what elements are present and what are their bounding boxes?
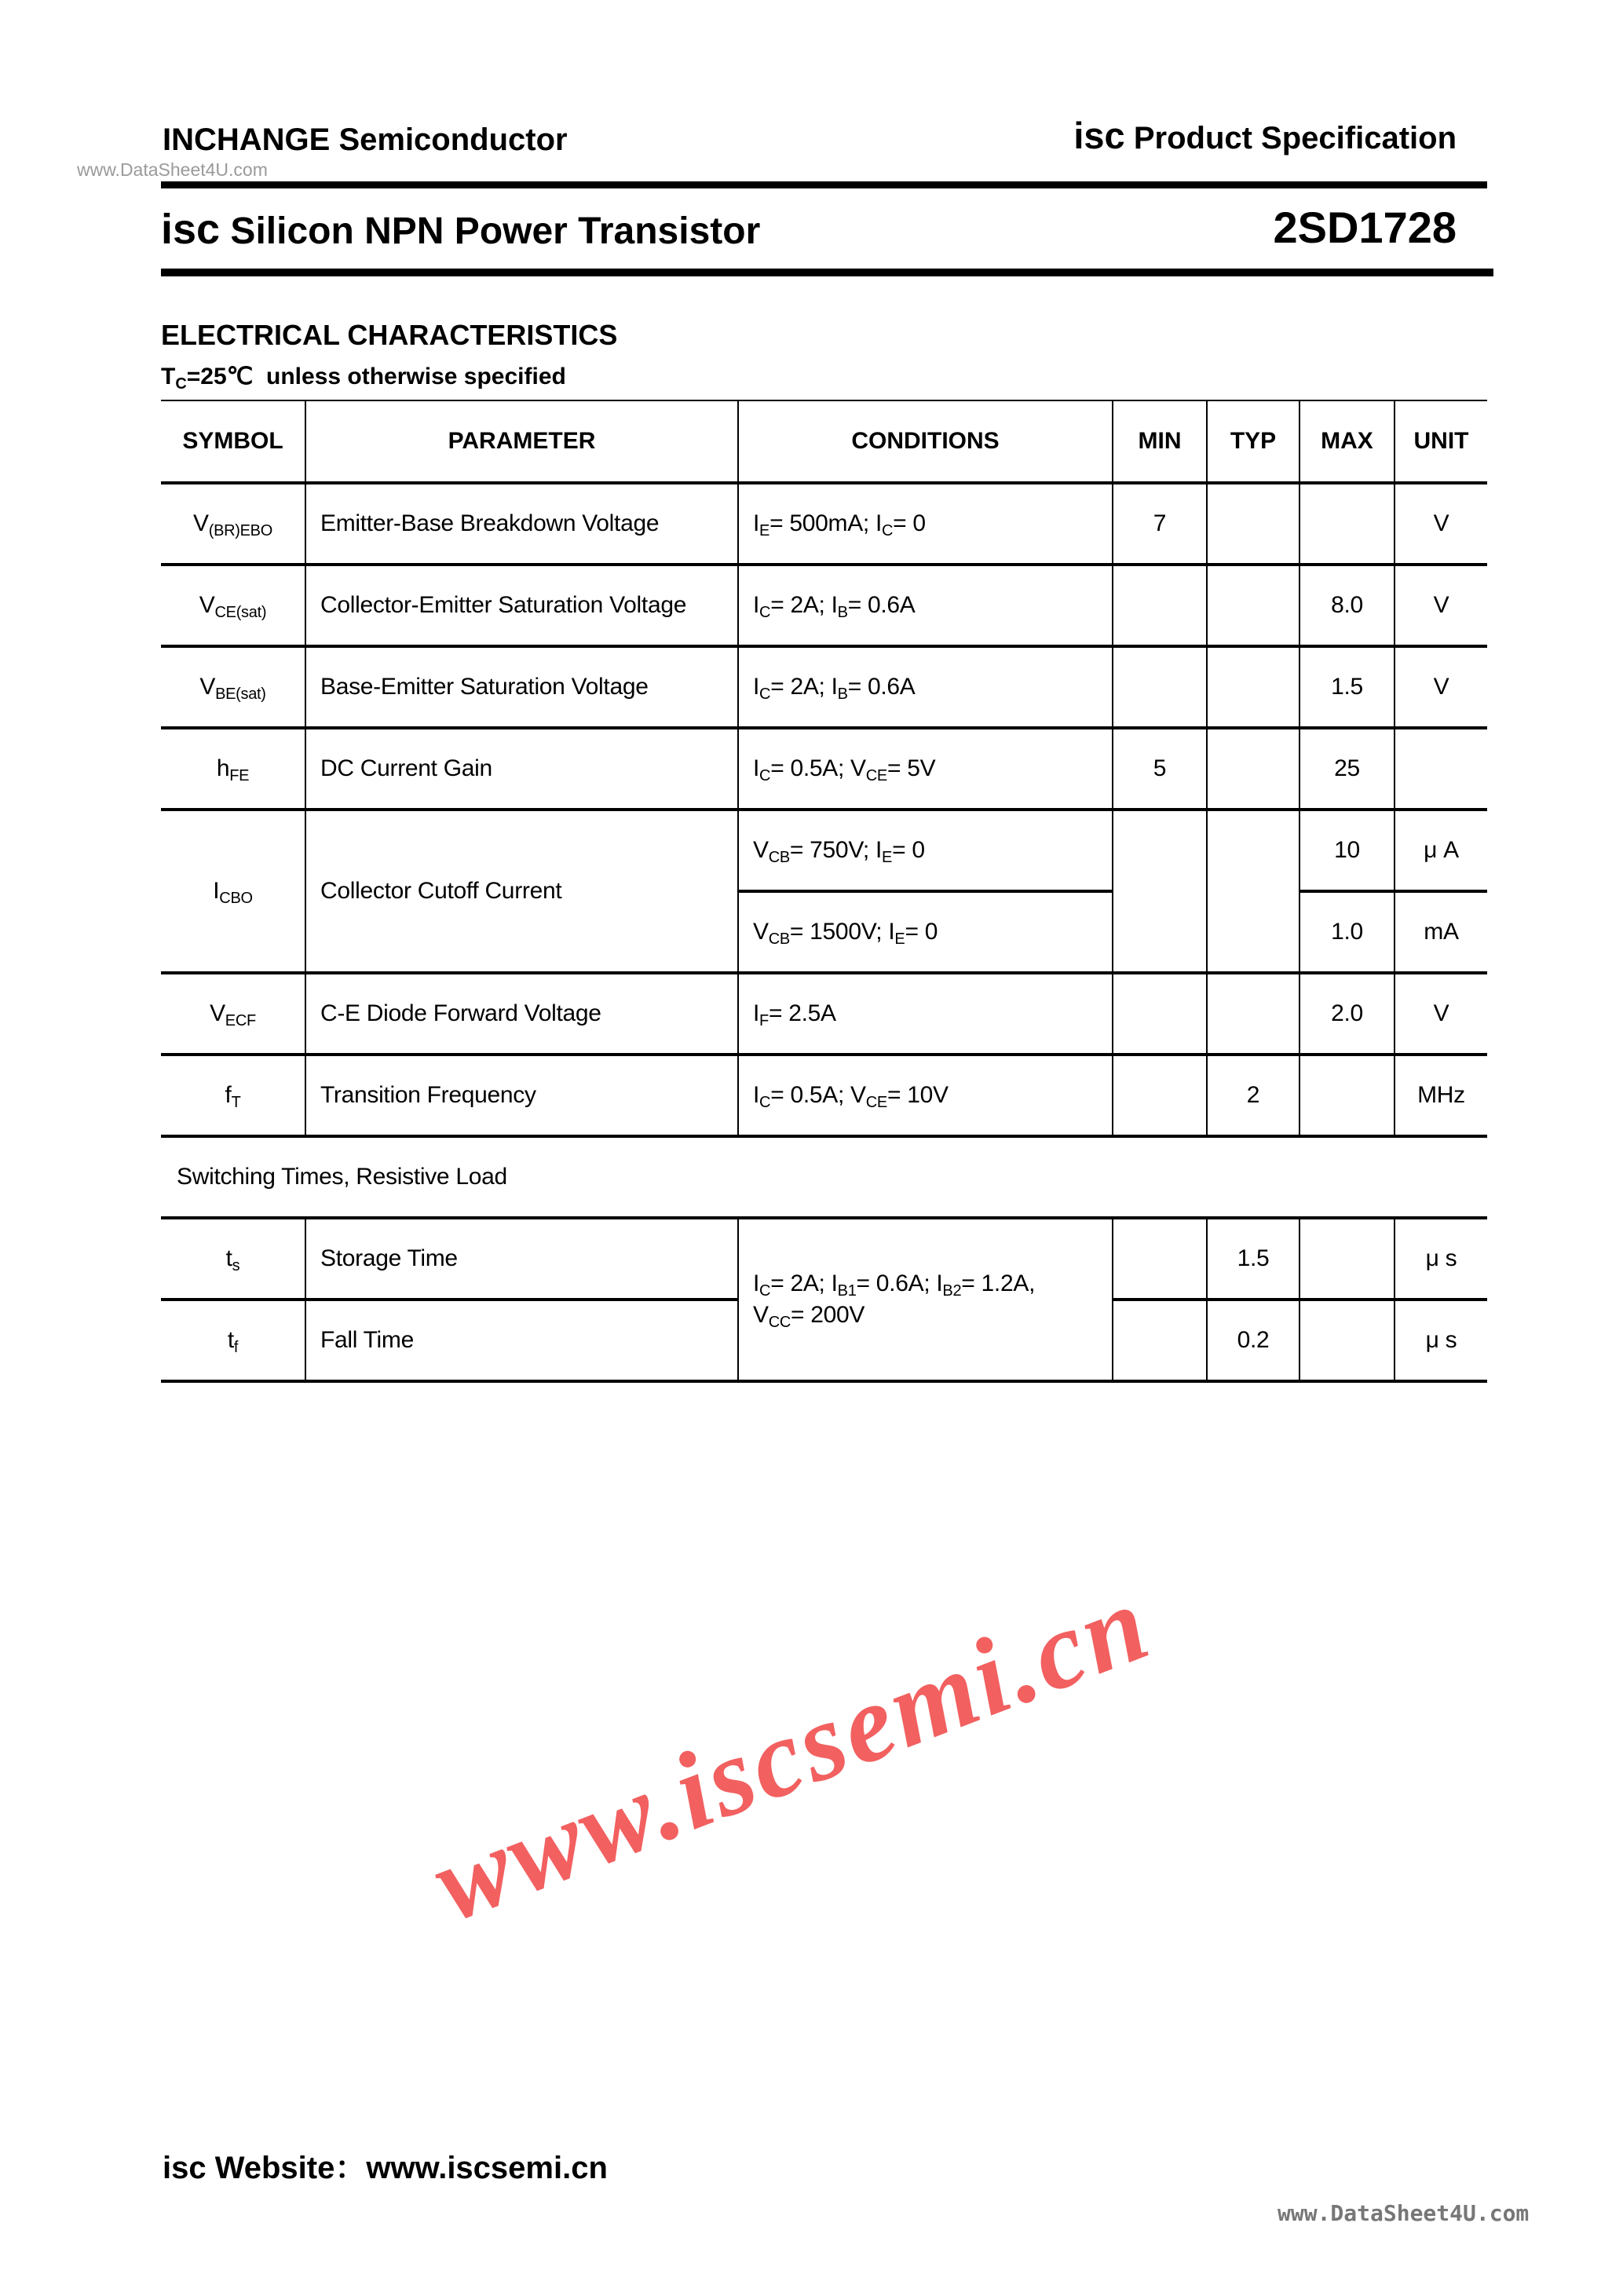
test-condition — [161, 363, 566, 391]
spec-text: Product Specification — [1133, 121, 1457, 155]
text-segment: = 0.6A; I — [856, 1270, 943, 1296]
text-segment: I — [753, 592, 760, 618]
symbol-cell — [161, 1218, 305, 1300]
text-segment: I — [753, 1270, 760, 1296]
subscript: CC — [768, 1314, 791, 1331]
parameter-cell: Fall Time — [305, 1300, 738, 1381]
conditions-cell — [738, 728, 1113, 810]
header-rule — [161, 181, 1487, 188]
symbol-cell — [161, 565, 305, 646]
subscript: E — [759, 522, 770, 539]
max-cell — [1299, 1055, 1395, 1136]
text-segment: V — [753, 837, 769, 863]
text-segment: = 2A; I — [770, 592, 838, 618]
table-row — [161, 646, 1487, 728]
min-cell — [1113, 1300, 1207, 1381]
text-segment: = 0 — [905, 919, 938, 945]
conditions-cell — [738, 973, 1113, 1055]
unit-cell: V — [1395, 565, 1487, 646]
text-segment: h — [216, 755, 230, 781]
typ-cell — [1207, 646, 1299, 728]
max-cell: 2.0 — [1299, 973, 1395, 1055]
text-segment: I — [213, 878, 220, 904]
text-segment: t — [227, 1327, 234, 1353]
text-segment: = 0.6A — [847, 592, 916, 618]
text-segment: I — [753, 755, 760, 781]
text-segment: V — [193, 510, 209, 536]
text-segment: V — [199, 592, 215, 618]
cond-sub: C — [175, 375, 187, 393]
column-header-typ: TYP — [1207, 400, 1299, 483]
subscript: CBO — [219, 890, 253, 907]
text-segment: = 2.5A — [768, 1000, 836, 1026]
text-segment: = 0.5A; V — [770, 755, 866, 781]
table-row — [161, 728, 1487, 810]
table-header-row — [161, 400, 1487, 483]
cond-rest: =25℃ unless otherwise specified — [186, 364, 566, 389]
text-segment: I — [753, 510, 760, 536]
max-cell — [1299, 483, 1395, 565]
subscript: B2 — [942, 1282, 962, 1300]
symbol-cell — [161, 483, 305, 565]
text-segment: = 0 — [892, 837, 925, 863]
text-segment: = 1500V; I — [789, 919, 895, 945]
parameter-cell: Storage Time — [305, 1218, 738, 1300]
text-segment: = 2A; I — [770, 1270, 838, 1296]
footer-watermark: www.DataSheet4U.com — [1278, 2200, 1530, 2226]
unit-cell: μ A — [1395, 810, 1487, 891]
conditions-cell — [738, 810, 1113, 891]
text-segment: I — [753, 674, 760, 700]
typ-cell: 0.2 — [1207, 1300, 1299, 1381]
iscsemi-watermark: www.iscsemi.cn — [418, 1560, 1166, 1945]
text-segment: = 0.6A — [847, 674, 916, 700]
typ-cell — [1207, 483, 1299, 565]
table-row — [161, 1055, 1487, 1136]
subscript: f — [233, 1339, 239, 1356]
column-header-conditions: CONDITIONS — [738, 400, 1113, 483]
table-row — [161, 565, 1487, 646]
text-segment: = 10V — [886, 1082, 949, 1108]
part-number: 2SD1728 — [1273, 203, 1457, 252]
min-cell: 7 — [1113, 483, 1207, 565]
text-segment: I — [753, 1000, 760, 1026]
parameter-cell: C-E Diode Forward Voltage — [305, 973, 738, 1055]
subscript: C — [759, 686, 771, 703]
min-cell — [1113, 973, 1207, 1055]
subscript: E — [882, 849, 893, 866]
subscript: FE — [229, 767, 250, 784]
subscript: CB — [768, 849, 790, 866]
unit-cell: μ s — [1395, 1218, 1487, 1300]
title-text: Silicon NPN Power Transistor — [230, 210, 761, 252]
text-segment: = 0.5A; V — [770, 1082, 866, 1108]
symbol-cell — [161, 646, 305, 728]
cond-base: T — [161, 364, 176, 389]
company-name: INCHANGE Semiconductor — [163, 122, 568, 157]
parameter-cell: Emitter-Base Breakdown Voltage — [305, 483, 738, 565]
subscript: B — [837, 686, 848, 703]
unit-cell: V — [1395, 973, 1487, 1055]
conditions-cell — [738, 483, 1113, 565]
max-cell: 8.0 — [1299, 565, 1395, 646]
text-segment: I — [753, 1082, 760, 1108]
max-cell — [1299, 1300, 1395, 1381]
text-segment: t — [225, 1245, 232, 1271]
text-segment: = 1.2A, — [961, 1270, 1036, 1296]
section-heading: ELECTRICAL CHARACTERISTICS — [161, 319, 618, 351]
typ-cell — [1207, 810, 1299, 973]
subscript: F — [759, 1012, 769, 1029]
table-row — [161, 810, 1487, 891]
max-cell — [1299, 1218, 1395, 1300]
subscript: CB — [768, 930, 790, 948]
symbol-cell — [161, 810, 305, 973]
unit-cell: MHz — [1395, 1055, 1487, 1136]
conditions-cell — [738, 1218, 1113, 1381]
spec-label — [1073, 115, 1457, 156]
page-title — [161, 206, 760, 255]
column-header-max: MAX — [1299, 400, 1395, 483]
max-cell: 25 — [1299, 728, 1395, 810]
symbol-cell — [161, 1300, 305, 1381]
conditions-cell — [738, 646, 1113, 728]
subscript: CE — [865, 767, 887, 784]
min-cell: 5 — [1113, 728, 1207, 810]
isc-logo-text: isc — [1073, 115, 1125, 156]
text-segment: = 750V; I — [789, 837, 883, 863]
parameter-cell: Collector-Emitter Saturation Voltage — [305, 565, 738, 646]
text-segment: V — [753, 1302, 769, 1328]
unit-cell: mA — [1395, 891, 1487, 973]
subscript: CE(sat) — [214, 604, 267, 621]
min-cell — [1113, 1055, 1207, 1136]
column-header-unit: UNIT — [1395, 400, 1487, 483]
text-segment: V — [210, 1000, 225, 1026]
min-cell — [1113, 646, 1207, 728]
text-segment: f — [225, 1082, 232, 1108]
column-header-min: MIN — [1113, 400, 1207, 483]
subscript: B1 — [837, 1282, 857, 1300]
subscript: ECF — [225, 1012, 256, 1029]
switching-section-row — [161, 1136, 1487, 1218]
switching-label: Switching Times, Resistive Load — [161, 1136, 1487, 1218]
footer-website: isc Website：www.iscsemi.cn — [163, 2151, 608, 2185]
max-cell: 1.5 — [1299, 646, 1395, 728]
text-segment: = 200V — [791, 1302, 865, 1328]
column-header-parameter: PARAMETER — [305, 400, 738, 483]
symbol-cell — [161, 728, 305, 810]
title-rule — [161, 269, 1493, 276]
subscript: CE — [865, 1094, 887, 1111]
unit-cell — [1395, 728, 1487, 810]
unit-cell: V — [1395, 483, 1487, 565]
table-row — [161, 1218, 1487, 1300]
subscript: (BR)EBO — [208, 522, 272, 539]
typ-cell: 2 — [1207, 1055, 1299, 1136]
max-cell: 1.0 — [1299, 891, 1395, 973]
typ-cell — [1207, 973, 1299, 1055]
min-cell — [1113, 565, 1207, 646]
subscript: s — [232, 1257, 240, 1274]
table-row — [161, 483, 1487, 565]
parameter-cell: Collector Cutoff Current — [305, 810, 738, 973]
subscript: BE(sat) — [215, 686, 266, 703]
conditions-cell — [738, 565, 1113, 646]
text-segment: = 2A; I — [770, 674, 838, 700]
typ-cell — [1207, 565, 1299, 646]
conditions-cell — [738, 1055, 1113, 1136]
table-row — [161, 973, 1487, 1055]
unit-cell: μ s — [1395, 1300, 1487, 1381]
subscript: C — [759, 1094, 771, 1111]
text-segment: = 0 — [893, 510, 926, 536]
typ-cell: 1.5 — [1207, 1218, 1299, 1300]
column-header-symbol: SYMBOL — [161, 400, 305, 483]
text-segment: V — [753, 919, 769, 945]
parameter-cell: DC Current Gain — [305, 728, 738, 810]
unit-cell: V — [1395, 646, 1487, 728]
min-cell — [1113, 810, 1207, 973]
symbol-cell — [161, 1055, 305, 1136]
top-watermark: www.DataSheet4U.com — [77, 159, 268, 180]
subscript: C — [882, 522, 894, 539]
subscript: B — [837, 604, 848, 621]
text-segment: = 500mA; I — [769, 510, 883, 536]
typ-cell — [1207, 728, 1299, 810]
min-cell — [1113, 1218, 1207, 1300]
subscript: T — [231, 1094, 241, 1111]
subscript: C — [759, 604, 771, 621]
parameter-cell: Transition Frequency — [305, 1055, 738, 1136]
subscript: C — [759, 767, 771, 784]
subscript: E — [894, 930, 905, 948]
electrical-characteristics-table — [161, 400, 1487, 1383]
text-segment: = 5V — [886, 755, 936, 781]
symbol-cell — [161, 973, 305, 1055]
subscript: C — [759, 1282, 771, 1300]
conditions-cell — [738, 891, 1113, 973]
isc-title-prefix: isc — [161, 206, 221, 253]
text-segment: V — [199, 674, 216, 700]
parameter-cell: Base-Emitter Saturation Voltage — [305, 646, 738, 728]
max-cell: 10 — [1299, 810, 1395, 891]
